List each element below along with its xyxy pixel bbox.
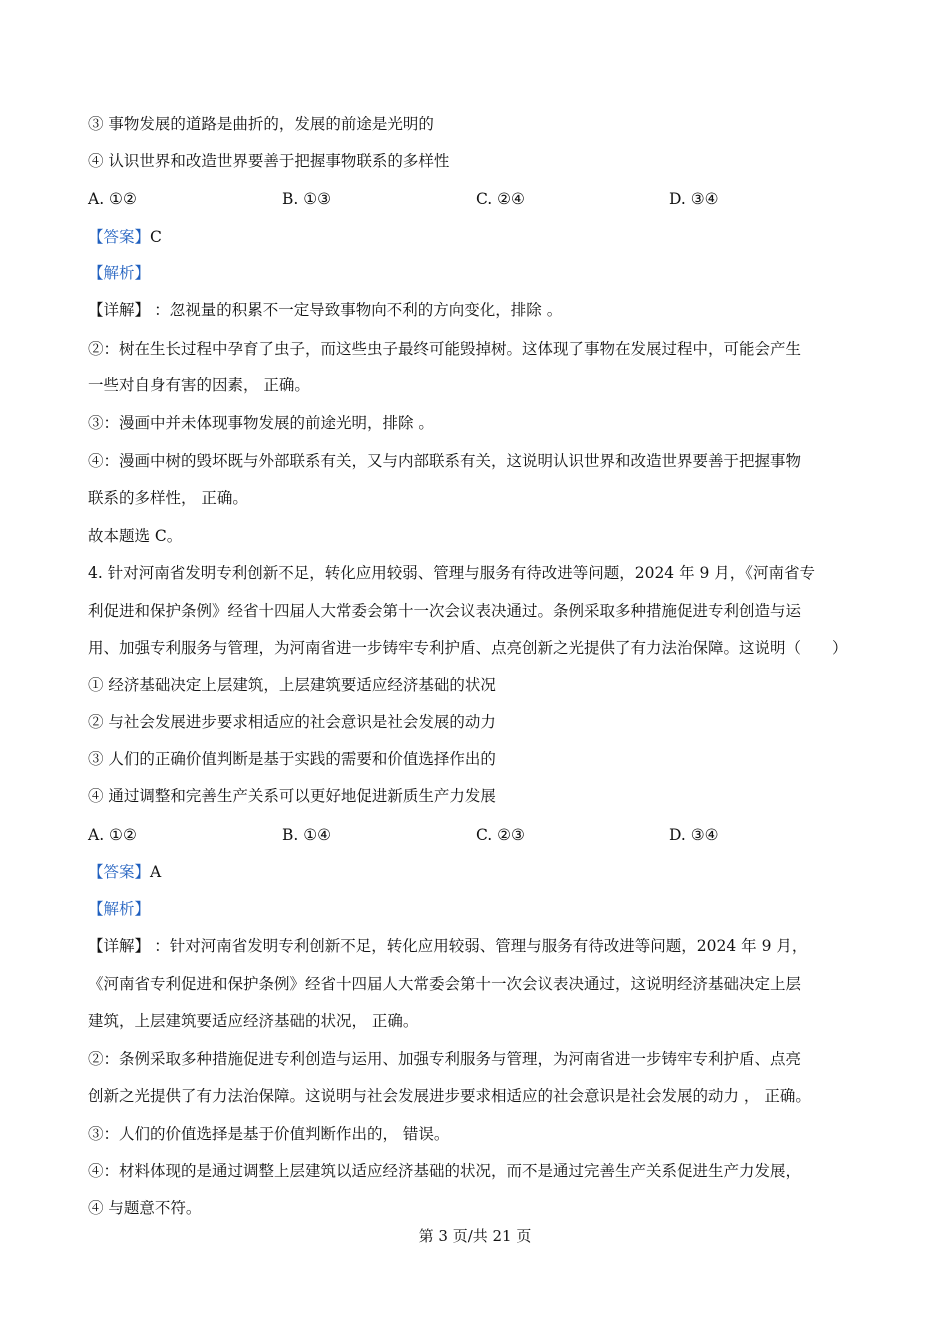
detail-tag: 【详解】 xyxy=(88,937,143,955)
q3-conclusion: 故本题选 C。 xyxy=(88,527,183,545)
q4-detail-line: ②：条例采取多种措施促进专利创造与运用、加强专利服务与管理，为河南省进一步铸牢专利护盾、点亮 xyxy=(88,1050,802,1068)
q3-detail-line: 一些对自身有害的因素， 正确。 xyxy=(88,376,310,394)
q4-option-d: D. ③④ xyxy=(669,826,719,844)
q4-stem-line: 利促进和保护条例》经省十四届人大常委会第十一次会议表决通过。条例采取多种措施促进专利创造与运 xyxy=(88,602,802,620)
detail-tag: 【详解】 xyxy=(88,301,143,319)
detail-text: ：针对河南省发明专利创新不足，转化应用较弱、管理与服务有待改进等问题，2024 年 9 月， xyxy=(154,937,808,955)
q3-option-d: D. ③④ xyxy=(669,190,719,208)
q3-analysis-heading xyxy=(88,262,150,284)
q4-detail-line xyxy=(88,935,807,957)
q4-item-1: ① 经济基础决定上层建筑，上层建筑要适应经济基础的状况 xyxy=(88,676,496,694)
answer-value: C xyxy=(150,228,162,246)
q3-item-4: ④ 认识世界和改造世界要善于把握事物联系的多样性 xyxy=(88,152,450,170)
q3-detail-line xyxy=(88,299,562,321)
q4-item-2: ② 与社会发展进步要求相适应的社会意识是社会发展的动力 xyxy=(88,713,496,731)
q3-option-a: A. ①② xyxy=(88,190,137,208)
q3-option-b: B. ①③ xyxy=(282,190,332,208)
q4-detail-line: 《河南省专利促进和保护条例》经省十四届人大常委会第十一次会议表决通过，这说明经济基础决定上层 xyxy=(88,975,802,993)
q4-stem-line: 4. 针对河南省发明专利创新不足，转化应用较弱、管理与服务有待改进等问题，2024 年 9 月，《河南省专 xyxy=(88,564,816,582)
q4-detail-line: ③：人们的价值选择是基于价值判断作出的， 错误。 xyxy=(88,1125,450,1143)
detail-text: ：忽视量的积累不一定导致事物向不利的方向变化，排除 。 xyxy=(154,301,563,319)
q3-detail-line: 联系的多样性， 正确。 xyxy=(88,489,248,507)
q4-option-c: C. ②③ xyxy=(476,826,525,844)
q4-option-b: B. ①④ xyxy=(282,826,332,844)
q3-answer xyxy=(88,226,162,248)
q4-item-4: ④ 通过调整和完善生产关系可以更好地促进新质生产力发展 xyxy=(88,787,496,805)
q4-analysis-heading xyxy=(88,898,150,920)
q3-detail-line: ②：树在生长过程中孕育了虫子，而这些虫子最终可能毁掉树。这体现了事物在发展过程中，可能会产生 xyxy=(88,340,802,358)
q4-option-a: A. ①② xyxy=(88,826,137,844)
page-number-footer: 第 3 页/共 21 页 xyxy=(418,1227,532,1245)
q4-detail-line: ④：材料体现的是通过调整上层建筑以适应经济基础的状况，而不是通过完善生产关系促进生产力发展， xyxy=(88,1162,802,1180)
q3-option-c: C. ②④ xyxy=(476,190,525,208)
answer-tag: 【答案】 xyxy=(88,228,151,246)
q4-stem-line: 用、加强专利服务与管理，为河南省进一步铸牢专利护盾、点亮创新之光提供了有力法治保障。这说明（ ） xyxy=(88,639,848,657)
analysis-tag: 【解析】 xyxy=(88,264,151,282)
q4-item-3: ③ 人们的正确价值判断是基于实践的需要和价值选择作出的 xyxy=(88,750,496,768)
q4-answer xyxy=(88,861,161,883)
q4-detail-line: 创新之光提供了有力法治保障。这说明与社会发展进步要求相适应的社会意识是社会发展的动力 ， 正确。 xyxy=(88,1087,811,1105)
q4-detail-line: ④ 与题意不符。 xyxy=(88,1199,202,1217)
answer-tag: 【答案】 xyxy=(88,863,151,881)
q4-detail-line: 建筑，上层建筑要适应经济基础的状况， 正确。 xyxy=(88,1012,419,1030)
answer-value: A xyxy=(150,863,162,881)
q3-item-3: ③ 事物发展的道路是曲折的，发展的前途是光明的 xyxy=(88,115,434,133)
analysis-tag: 【解析】 xyxy=(88,900,151,918)
q3-detail-line: ④：漫画中树的毁坏既与外部联系有关，又与内部联系有关，这说明认识世界和改造世界要善于把握事物 xyxy=(88,452,802,470)
q3-detail-line: ③：漫画中并未体现事物发展的前途光明，排除 。 xyxy=(88,414,434,432)
